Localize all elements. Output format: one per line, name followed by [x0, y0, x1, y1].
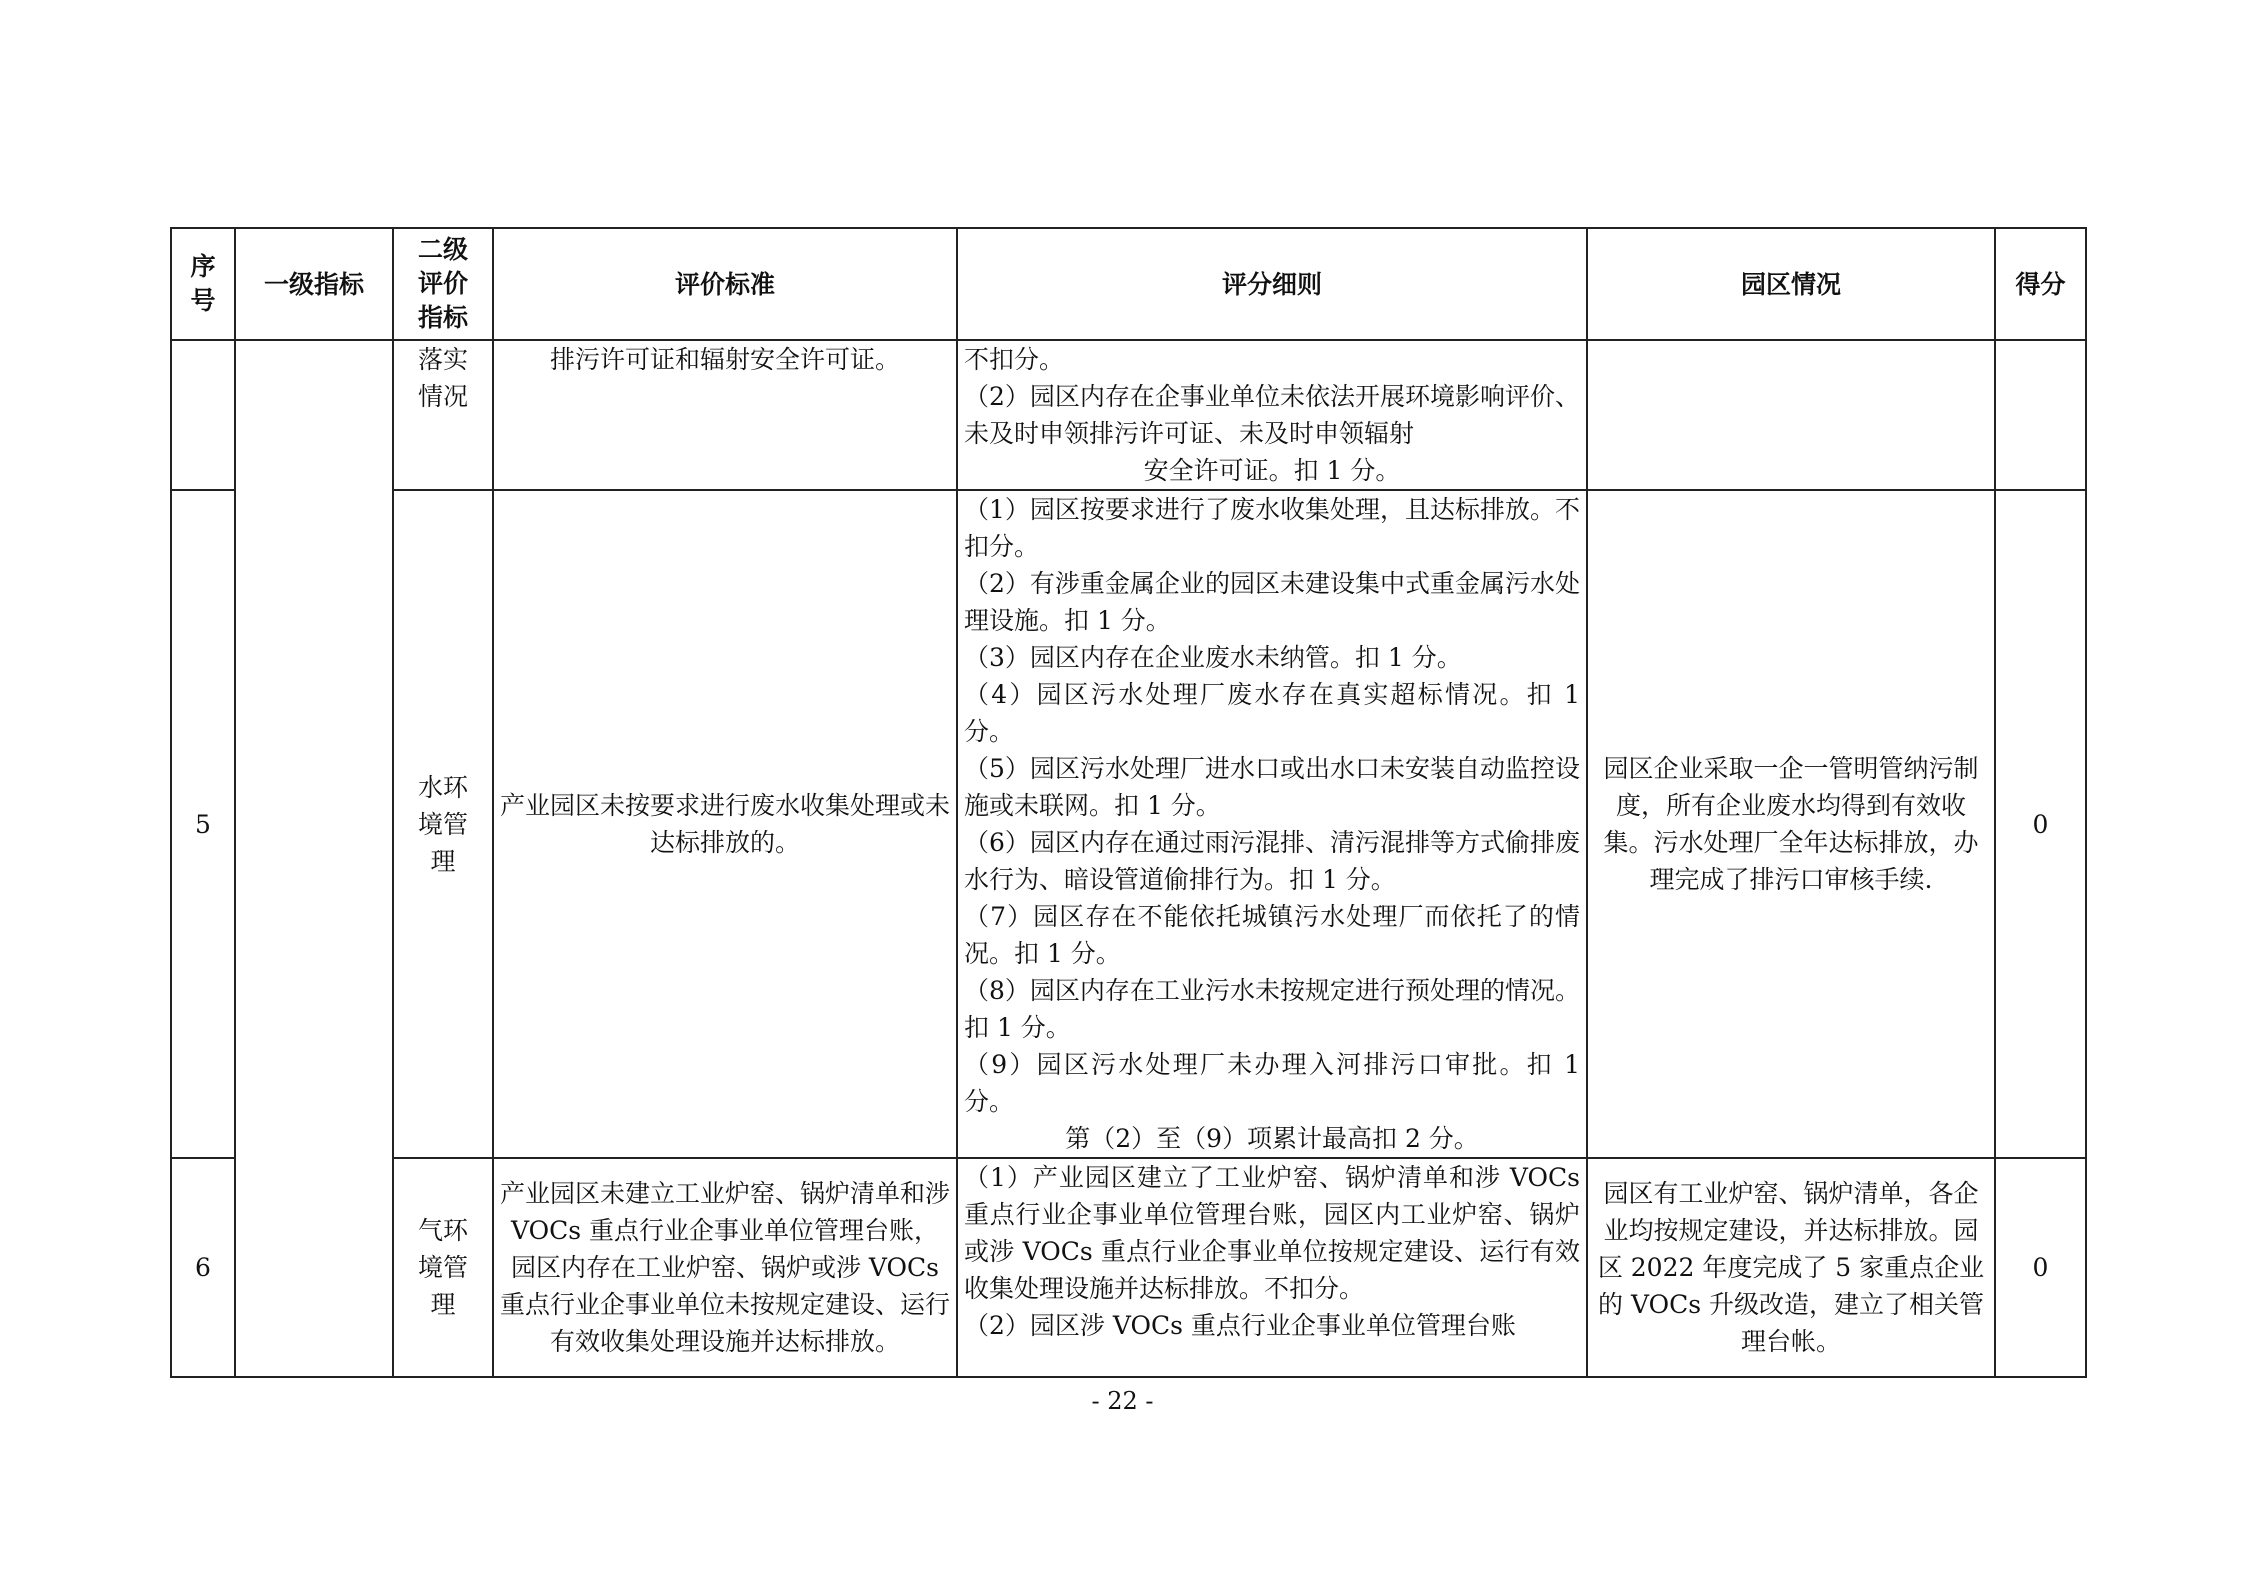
- header-standard: 评价标准: [493, 228, 957, 340]
- header-situation: 园区情况: [1587, 228, 1995, 340]
- evaluation-table: [170, 227, 2087, 1378]
- cell-standard: 产业园区未按要求进行废水收集处理或未达标排放的。: [493, 490, 957, 1158]
- cell-situation: 园区有工业炉窑、锅炉清单，各企业均按规定建设，并达标排放。园区 2022 年度完成了 5 家重点企业的 VOCs 升级改造，建立了相关管理台帐。: [1587, 1158, 1995, 1377]
- header-rules: 评分细则: [957, 228, 1587, 340]
- table-row: [171, 340, 2086, 490]
- table-row: [171, 490, 2086, 1158]
- cell-score: [1995, 340, 2086, 490]
- cell-level2: 气环 境管 理: [393, 1158, 493, 1377]
- table-row: [171, 1158, 2086, 1377]
- cell-seq: [171, 340, 235, 490]
- cell-level1: [235, 340, 393, 1377]
- cell-situation: [1587, 340, 1995, 490]
- cell-rules: 不扣分。 （2）园区内存在企事业单位未依法开展环境影响评价、未及时申领排污许可证、未及时申领辐射 安全许可证。扣 1 分。: [957, 340, 1587, 490]
- cell-score: 0: [1995, 1158, 2086, 1377]
- cell-seq: 6: [171, 1158, 235, 1377]
- cell-seq: 5: [171, 490, 235, 1158]
- page-number: - 22 -: [1091, 1387, 1154, 1415]
- cell-standard: 产业园区未建立工业炉窑、锅炉清单和涉 VOCs 重点行业企事业单位管理台账，园区内存在工业炉窑、锅炉或涉 VOCs 重点行业企事业单位未按规定建设、运行有效收集处理设施并达标排放。: [493, 1158, 957, 1377]
- cell-score: 0: [1995, 490, 2086, 1158]
- header-score: 得分: [1995, 228, 2086, 340]
- cell-rules: （1）产业园区建立了工业炉窑、锅炉清单和涉 VOCs 重点行业企事业单位管理台账，园区内工业炉窑、锅炉或涉 VOCs 重点行业企事业单位按规定建设、运行有效收集处理设施并达标排放。不扣分。 （2）园区涉 VOCs 重点行业企事业单位管理台账: [957, 1158, 1587, 1377]
- cell-rules: （1）园区按要求进行了废水收集处理，且达标排放。不扣分。 （2）有涉重金属企业的园区未建设集中式重金属污水处理设施。扣 1 分。 （3）园区内存在企业废水未纳管。扣 1 分。 （4）园区污水处理厂废水存在真实超标情况。扣 1 分。 （5）园区污水处理厂进水口或出水口未安装自动监控设施或未联网。扣 1 分。 （6）园区内存在通过雨污混排、清污混排等方式偷排废水行为、暗设管道偷排行为。扣 1 分。 （7）园区存在不能依托城镇污水处理厂而依托了的情况。扣 1 分。 （8）园区内存在工业污水未按规定进行预处理的情况。扣 1 分。 （9）园区污水处理厂未办理入河排污口审批。扣 1 分。 第（2）至（9）项累计最高扣 2 分。: [957, 490, 1587, 1158]
- header-seq: 序 号: [171, 228, 235, 340]
- header-level2: 二级 评价 指标: [393, 228, 493, 340]
- cell-level2: 落实 情况: [393, 340, 493, 490]
- cell-level2: 水环 境管 理: [393, 490, 493, 1158]
- cell-standard: 排污许可证和辐射安全许可证。: [493, 340, 957, 490]
- cell-situation: 园区企业采取一企一管明管纳污制度，所有企业废水均得到有效收集。污水处理厂全年达标排放，办理完成了排污口审核手续.: [1587, 490, 1995, 1158]
- header-level1: 一级指标: [235, 228, 393, 340]
- header-row: [171, 228, 2086, 340]
